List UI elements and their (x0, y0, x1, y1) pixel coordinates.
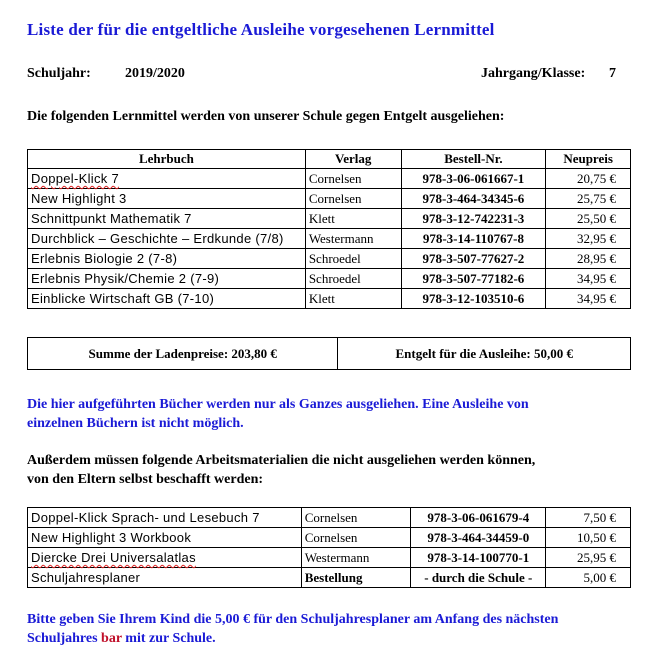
material-title: Diercke Drei Universalatlas (28, 548, 302, 568)
summary-table (27, 337, 631, 370)
material-price: 5,00 € (546, 568, 631, 588)
header-lehrbuch: Lehrbuch (28, 150, 306, 169)
closing-note (27, 610, 558, 648)
closing-line1: Bitte geben Sie Ihrem Kind die 5,00 € für den Schuljahresplaner am Anfang des nächsten (27, 612, 559, 627)
book-publisher: Schroedel (305, 269, 401, 289)
summary-row (28, 338, 631, 370)
header-neupreis: Neupreis (546, 150, 631, 169)
book-price: 34,95 € (546, 289, 631, 309)
book-isbn: 978-3-12-103510-6 (401, 289, 546, 309)
table-row (28, 249, 631, 269)
book-isbn: 978-3-507-77182-6 (401, 269, 546, 289)
grade-value: 7 (609, 66, 616, 81)
store-price-sum: Summe der Ladenpreise: 203,80 € (28, 338, 338, 370)
note-whole-set (27, 395, 529, 433)
material-title: New Highlight 3 Workbook (28, 528, 302, 548)
book-publisher: Klett (305, 289, 401, 309)
book-publisher: Schroedel (305, 249, 401, 269)
closing-line2-start: Schuljahres (27, 631, 102, 646)
material-isbn: - durch die Schule - (411, 568, 546, 588)
books-table-header (28, 150, 631, 169)
header-bestell-nr: Bestell-Nr. (401, 150, 546, 169)
table-row (28, 269, 631, 289)
material-publisher: Cornelsen (301, 508, 411, 528)
material-publisher: Cornelsen (301, 528, 411, 548)
book-isbn: 978-3-12-742231-3 (401, 209, 546, 229)
table-row (28, 548, 631, 568)
book-price: 20,75 € (546, 169, 631, 189)
book-price: 25,50 € (546, 209, 631, 229)
page-title: Liste der für die entgeltliche Ausleihe vorgesehenen Lernmittel (27, 20, 495, 39)
intro-text: Die folgenden Lernmittel werden von unserer Schule gegen Entgelt ausgeliehen: (27, 109, 505, 124)
closing-line2-end: mit zur Schule. (121, 631, 216, 646)
table-row (28, 568, 631, 588)
material-publisher: Bestellung (301, 568, 411, 588)
materials-table (27, 507, 631, 588)
material-isbn: 978-3-14-100770-1 (411, 548, 546, 568)
note-purchase-line1: Außerdem müssen folgende Arbeitsmaterialien die nicht ausgeliehen werden können, (27, 453, 536, 468)
material-title: Schuljahresplaner (28, 568, 302, 588)
closing-bar-highlight: bar (101, 631, 122, 646)
book-title: New Highlight 3 (28, 189, 306, 209)
material-title: Doppel-Klick Sprach- und Lesebuch 7 (28, 508, 302, 528)
material-price: 10,50 € (546, 528, 631, 548)
book-title: Durchblick – Geschichte – Erdkunde (7/8) (28, 229, 306, 249)
note-purchase-line2: von den Eltern selbst beschafft werden: (27, 472, 264, 487)
table-row (28, 209, 631, 229)
book-isbn: 978-3-507-77627-2 (401, 249, 546, 269)
closing-line2 (27, 629, 558, 648)
book-title: Einblicke Wirtschaft GB (7-10) (28, 289, 306, 309)
book-price: 32,95 € (546, 229, 631, 249)
book-price: 28,95 € (546, 249, 631, 269)
table-row (28, 169, 631, 189)
table-row (28, 229, 631, 249)
book-publisher: Westermann (305, 229, 401, 249)
material-isbn: 978-3-06-061679-4 (411, 508, 546, 528)
table-row (28, 189, 631, 209)
note-purchase (27, 451, 535, 489)
book-title: Erlebnis Biologie 2 (7-8) (28, 249, 306, 269)
book-title: Doppel-Klick 7 (28, 169, 306, 189)
material-price: 25,95 € (546, 548, 631, 568)
book-publisher: Cornelsen (305, 189, 401, 209)
table-row (28, 508, 631, 528)
book-isbn: 978-3-14-110767-8 (401, 229, 546, 249)
note-whole-line2: einzelnen Büchern ist nicht möglich. (27, 416, 244, 431)
table-row (28, 289, 631, 309)
book-publisher: Cornelsen (305, 169, 401, 189)
book-price: 25,75 € (546, 189, 631, 209)
material-isbn: 978-3-464-34459-0 (411, 528, 546, 548)
book-title: Erlebnis Physik/Chemie 2 (7-9) (28, 269, 306, 289)
material-price: 7,50 € (546, 508, 631, 528)
book-title: Schnittpunkt Mathematik 7 (28, 209, 306, 229)
book-isbn: 978-3-464-34345-6 (401, 189, 546, 209)
lending-fee: Entgelt für die Ausleihe: 50,00 € (338, 338, 631, 370)
book-publisher: Klett (305, 209, 401, 229)
table-row (28, 528, 631, 548)
header-verlag: Verlag (305, 150, 401, 169)
book-price: 34,95 € (546, 269, 631, 289)
book-isbn: 978-3-06-061667-1 (401, 169, 546, 189)
note-whole-line1: Die hier aufgeführten Bücher werden nur als Ganzes ausgeliehen. Eine Ausleihe von (27, 397, 529, 412)
school-year-value: 2019/2020 (125, 66, 185, 81)
grade-label: Jahrgang/Klasse: (481, 66, 586, 81)
school-year-label: Schuljahr: (27, 66, 91, 81)
books-table (27, 149, 631, 309)
material-publisher: Westermann (301, 548, 411, 568)
